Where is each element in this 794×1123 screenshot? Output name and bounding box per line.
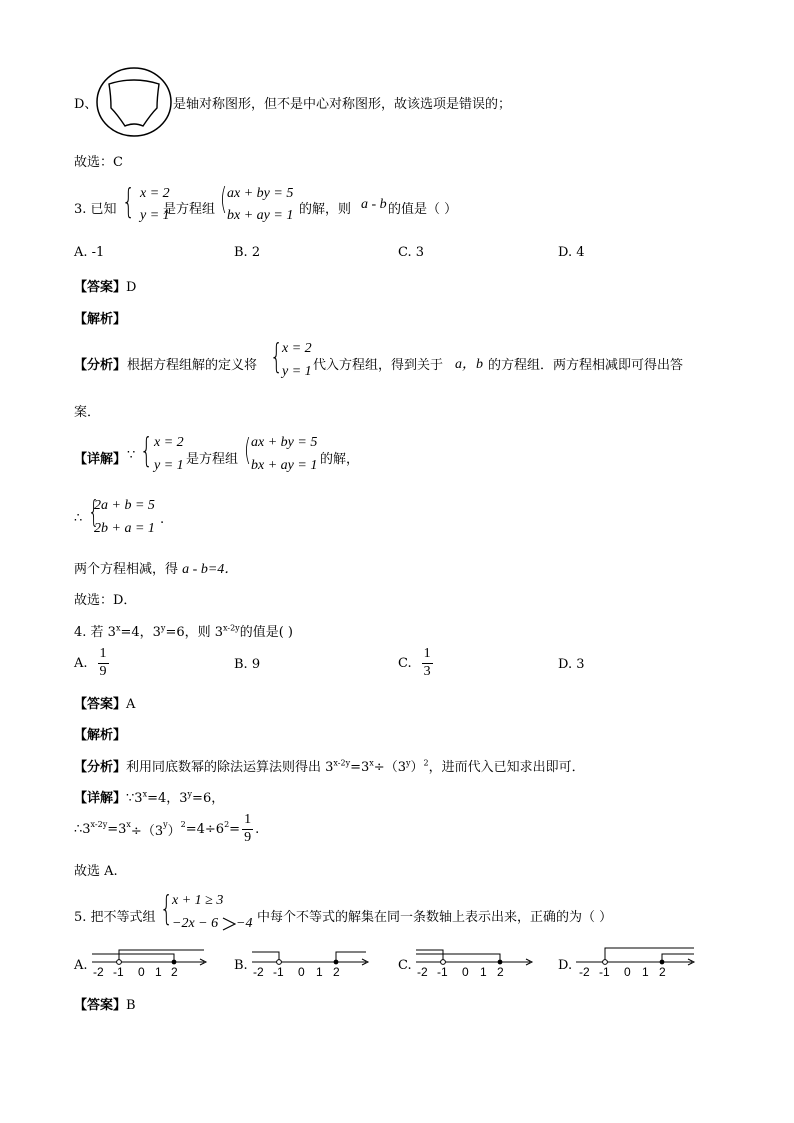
line2-b: =3 <box>107 821 127 837</box>
q3-number: 3. 已知 <box>74 202 117 217</box>
q5-ineq2b: −4 <box>236 916 253 931</box>
tick-label: 0 <box>624 965 631 979</box>
q3-detail-y: y = 1 <box>154 458 184 473</box>
left-brace-icon: ( <box>244 433 252 468</box>
denominator: 3 <box>423 663 431 679</box>
answer-tag: 【答案】 <box>74 998 127 1013</box>
q3-mid: 是方程组 <box>163 202 216 217</box>
q3-sol-x: x = 2 <box>140 186 170 201</box>
left-brace-icon: { <box>88 495 100 530</box>
q4-stem-a: 4. 若 3 <box>74 625 116 640</box>
q4-stem-c: =6，则 3 <box>165 625 224 640</box>
therefore-icon: ∴ <box>74 511 83 526</box>
tick-label: -2 <box>93 965 104 979</box>
q4-line2 <box>74 812 259 847</box>
q4-option-c <box>398 646 433 681</box>
q3-fenxi-text3: 的方程组．两方程相减即可得出答 <box>488 358 684 373</box>
q4-fenxi <box>74 756 585 775</box>
q3-analysis-tag: 【解析】 <box>74 312 127 327</box>
tick-label: 0 <box>462 965 469 979</box>
denominator: 9 <box>99 663 107 679</box>
number-line-d <box>574 944 698 980</box>
circle-pentagon-figure <box>95 66 173 138</box>
because-icon: ∵ <box>127 448 136 463</box>
q3-choice: 故选：D． <box>74 593 137 608</box>
q3-option-b: B. 2 <box>234 245 261 260</box>
tick-label: -2 <box>579 965 590 979</box>
fenxi-text5: ，进而代入已知求出即可． <box>428 760 585 775</box>
q4-detail <box>74 787 224 806</box>
option-label: C. <box>398 655 412 671</box>
left-brace-icon: { <box>122 182 135 222</box>
sup-x: x <box>126 819 131 829</box>
numerator: 1 <box>422 646 433 664</box>
tick-label: 1 <box>642 965 649 979</box>
d-option-prefix: D、 <box>74 97 98 112</box>
q3-option-a: A. -1 <box>74 245 105 260</box>
fenxi-tag: 【分析】 <box>74 760 127 775</box>
tick-label: 0 <box>138 965 145 979</box>
answer-value: B <box>126 998 136 1013</box>
q4-stem <box>74 621 293 640</box>
tick-label: 1 <box>316 965 323 979</box>
q3-eq1: ax + by = 5 <box>227 186 294 201</box>
q4-stem-b: =4，3 <box>120 625 161 640</box>
number-line-b <box>250 944 372 980</box>
q4-choice: 故选 A. <box>74 864 118 879</box>
q3-fenxi-text4: 案． <box>74 405 101 420</box>
q3-fenxi-x: x = 2 <box>282 341 312 356</box>
q3-fenxi-text1: 根据方程组解的定义将 <box>127 358 258 373</box>
tick-label: 2 <box>497 965 504 979</box>
sup-x2y: x-2y <box>90 819 108 829</box>
sup-x: x <box>142 789 148 799</box>
sup-y: y <box>187 789 193 799</box>
q3-fenxi-var: a，b <box>455 357 483 372</box>
tick-label: -2 <box>253 965 264 979</box>
fenxi-text2: =3 <box>350 760 370 775</box>
q4-option-d: D. 3 <box>558 657 585 672</box>
q3-eq2: bx + ay = 1 <box>227 208 294 223</box>
left-brace-icon: { <box>160 889 173 929</box>
q3-period: . <box>160 512 165 527</box>
q5-ineq1: x + 1 ≥ 3 <box>172 893 224 908</box>
tick-label: 1 <box>155 965 162 979</box>
fenxi-text4: ） <box>410 760 424 775</box>
q4-stem-d: 的值是( ) <box>239 625 293 640</box>
q3-detail-tag: 【详解】 <box>74 452 127 467</box>
q3-detail-tail: 的解， <box>320 452 360 467</box>
q3-answer <box>74 276 136 295</box>
sup-x2y: x-2y <box>333 758 351 768</box>
tick-label: -1 <box>437 965 448 979</box>
q3-detail-eq1: ax + by = 5 <box>251 435 318 450</box>
q5-option-b-label: B. <box>234 958 248 973</box>
q3-sys-eq1: 2a + b = 5 <box>94 498 155 513</box>
tick-label: 0 <box>298 965 305 979</box>
q3-sol-y: y = 1 <box>140 208 170 223</box>
fraction <box>422 646 433 681</box>
tick-label: -1 <box>599 965 610 979</box>
sup-2: 2 <box>423 758 429 768</box>
q3-detail-mid: 是方程组 <box>186 452 239 467</box>
fraction <box>98 646 109 681</box>
q3-subtract <box>74 558 238 578</box>
line2-h: = <box>229 821 241 837</box>
tick-label: 2 <box>659 965 666 979</box>
answer-value: D <box>126 280 137 295</box>
q3-fenxi-text2: 代入方程组，得到关于 <box>313 358 444 373</box>
tick-label: 2 <box>171 965 178 979</box>
greater-than-icon <box>222 917 236 931</box>
sup-x2y: x-2y <box>223 623 240 633</box>
q5-tail: 中每个不等式的解集在同一条数轴上表示出来，正确的为（ ） <box>257 910 613 925</box>
q3-expr: a - b <box>361 197 387 212</box>
detail-text3: =6， <box>192 791 225 806</box>
tick-label: -2 <box>417 965 428 979</box>
fenxi-text: 利用同底数幂的除法运算法则得出 3 <box>126 760 334 775</box>
numerator: 1 <box>242 812 253 830</box>
q3-tail: 的解，则 <box>299 202 352 217</box>
line2-end: . <box>255 821 260 837</box>
number-line-a <box>90 944 210 980</box>
q3-detail-eq2: bx + ay = 1 <box>251 458 318 473</box>
d-option-text: 是轴对称图形，但不是中心对称图形，故该选项是错误的； <box>173 97 512 112</box>
tick-label: -1 <box>113 965 124 979</box>
sup-y: y <box>160 623 166 633</box>
q3-option-d: D. 4 <box>558 245 585 260</box>
q3-sys-eq2: 2b + a = 1 <box>94 521 155 536</box>
option-label: A. <box>74 655 88 671</box>
q5-option-c-label: C. <box>398 958 412 973</box>
q3-option-c: C. 3 <box>398 245 425 260</box>
fenxi-text3: ÷（3 <box>373 760 406 775</box>
detail-text: ∵3 <box>126 791 143 806</box>
q3-detail-x: x = 2 <box>154 435 184 450</box>
line2-d: ） <box>167 823 181 839</box>
q3-fenxi-y: y = 1 <box>282 364 312 379</box>
q4-option-a <box>74 646 109 681</box>
therefore-text: ∴3 <box>74 821 91 837</box>
q5-option-d-label: D. <box>558 958 573 973</box>
sup-y: y <box>405 758 411 768</box>
q5-answer <box>74 994 136 1013</box>
q5-ineq2a: −2x − 6 <box>172 916 219 931</box>
numerator: 1 <box>98 646 109 664</box>
sup-2: 2 <box>224 819 230 829</box>
q3-tail2: 的值是（ ） <box>388 202 458 217</box>
line2-c: ÷（3 <box>130 823 164 839</box>
subtract-text: 两个方程相减，得 <box>74 562 179 577</box>
detail-text2: =4，3 <box>147 791 188 806</box>
q5-option-a-label: A. <box>74 958 88 973</box>
sup-x: x <box>369 758 374 768</box>
answer-value: A <box>126 697 136 712</box>
fraction <box>242 812 253 847</box>
q3-fenxi-tag: 【分析】 <box>74 358 127 373</box>
choice-line: 故选：C <box>74 155 123 170</box>
detail-tag: 【详解】 <box>74 791 127 806</box>
left-brace-icon: ( <box>220 182 228 217</box>
line2-f: =4÷6 <box>185 821 225 837</box>
tick-label: -1 <box>273 965 284 979</box>
q5-stem: 5. 把不等式组 <box>74 910 156 925</box>
q4-answer <box>74 693 135 712</box>
q4-option-b: B. 9 <box>234 657 261 672</box>
left-brace-icon: { <box>270 337 283 377</box>
tick-label: 1 <box>480 965 487 979</box>
denominator: 9 <box>244 829 252 845</box>
sup-x: x <box>115 623 121 633</box>
answer-tag: 【答案】 <box>74 280 127 295</box>
left-brace-icon: { <box>140 431 153 471</box>
number-line-c <box>414 944 536 980</box>
subtract-result: a - b=4． <box>182 562 239 577</box>
tick-label: 2 <box>333 965 340 979</box>
sup-2: 2 <box>180 819 186 829</box>
answer-tag: 【答案】 <box>74 697 127 712</box>
q4-analysis-tag: 【解析】 <box>74 728 127 743</box>
sup-y: y <box>163 819 168 829</box>
